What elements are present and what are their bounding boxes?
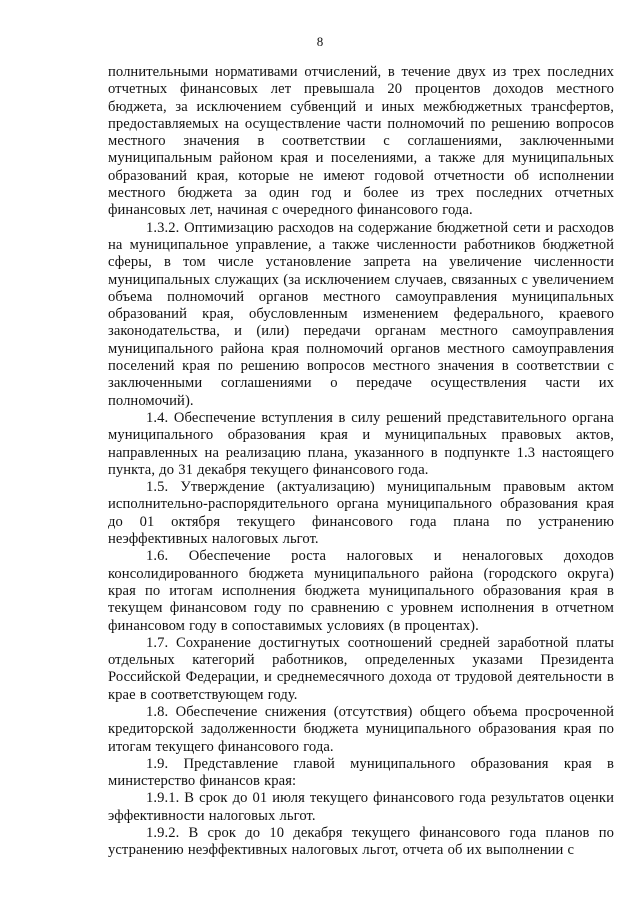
paragraph-1-9-2: 1.9.2. В срок до 10 декабря текущего финансового года планов по устранению неэффективных налоговых льгот, отчета об их выполнении с	[108, 825, 614, 859]
paragraph-1-4: 1.4. Обеспечение вступления в силу решений представительного органа муниципального образования края и муниципальных правовых актов, направленных на реализацию плана, указанного в подпункте 1.3 настоящего пункта, до 31 декабря текущего финансового года.	[108, 409, 614, 478]
paragraph-1-5: 1.5. Утверждение (актуализацию) муниципальным правовым актом исполнительно-распорядительного органа муниципального образования края до 01 октября текущего финансового года плана по устранению неэффективных налоговых льгот.	[108, 479, 614, 548]
page-number: 8	[316, 34, 324, 49]
paragraph-1-6: 1.6. Обеспечение роста налоговых и неналоговых доходов консолидированного бюджета муниципального района (городского округа) края по итогам исполнения бюджета муниципального образования края в текущем финансовом году по сравнению с уровнем исполнения в отчетном финансовом году в сопоставимых условиях (в процентах).	[108, 548, 614, 634]
paragraph-1-3-2: 1.3.2. Оптимизацию расходов на содержание бюджетной сети и расходов на муниципальное управление, а также численности работников бюджетной сферы, в том числе установление запрета на увеличение численности муниципальных служащих (за исключением случаев, связанных с увеличением объема полномочий органов местного самоуправления муниципальных образований края, обусловленным изменением федерального, краевого законодательства, и (или) передачи органам местного самоуправления муниципального района края полномочий органов местного самоуправления поселений края по решению вопросов местного значения в соответствии с заключенными соглашениями о передаче осуществления части их полномочий).	[108, 219, 614, 409]
paragraph-1-7: 1.7. Сохранение достигнутых соотношений средней заработной платы отдельных категорий работников, определенных указами Президента Российской Федерации, и среднемесячного дохода от трудовой деятельности в крае в соответствующем году.	[108, 634, 614, 703]
paragraph-continuation: полнительными нормативами отчислений, в течение двух из трех последних отчетных финансовых лет превышала 20 процентов доходов местного бюджета, за исключением субвенций и иных межбюджетных трансфертов, предоставляемых на осуществление части полномочий по решению вопросов местного значения в соответствии с соглашениями, заключенными муниципальным районом края и поселениями, а также для муниципальных образований края, которые не имеют годовой отчетности об исполнении местного бюджета за один год и более из трех последних отчетных финансовых лет, начиная с очередного финансового года.	[108, 64, 614, 219]
paragraph-1-9: 1.9. Представление главой муниципального образования края в министерство финансов края:	[108, 755, 614, 790]
document-body	[108, 64, 614, 860]
paragraph-1-9-1: 1.9.1. В срок до 01 июля текущего финансового года результатов оценки эффективности налоговых льгот.	[108, 790, 614, 824]
paragraph-1-8: 1.8. Обеспечение снижения (отсутствия) общего объема просроченной кредиторской задолженности бюджета муниципального образования края по итогам текущего финансового года.	[108, 703, 614, 755]
